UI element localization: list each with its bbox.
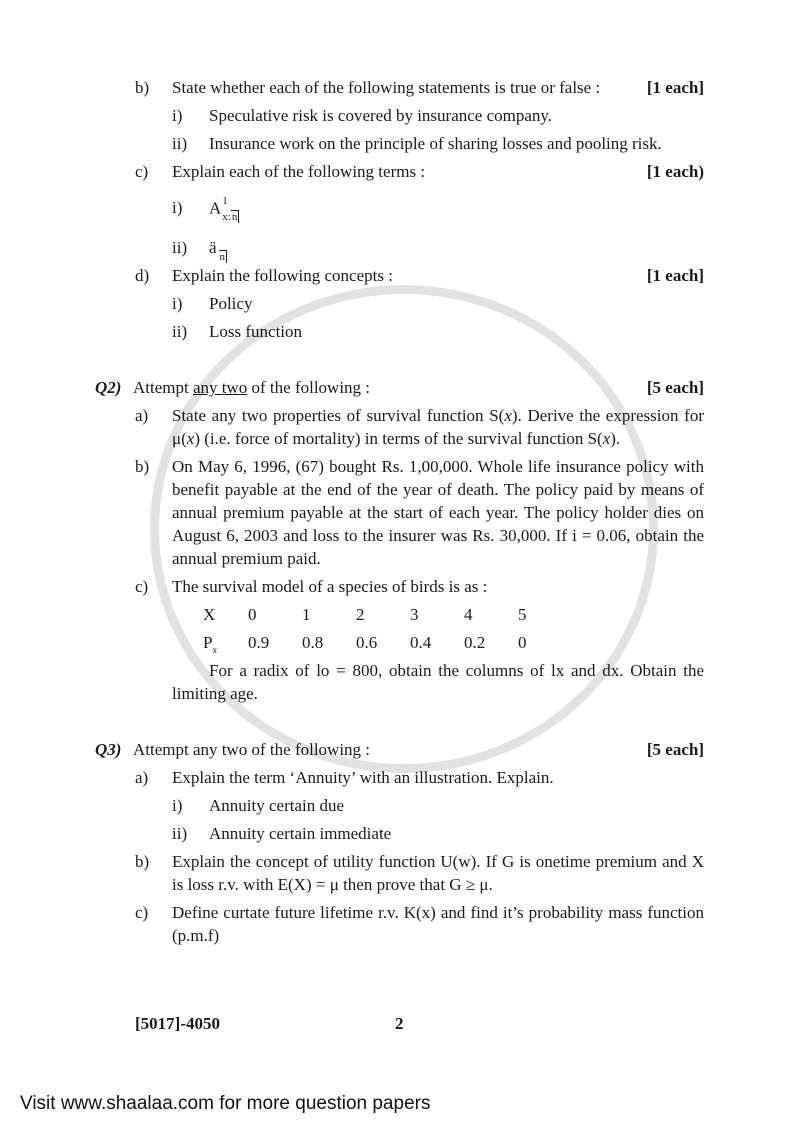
q1d-marks: [1 each] [646,266,704,285]
q2a-row [95,404,704,450]
q3c-row [95,901,704,947]
q1d-ii-text: Loss function [209,322,303,341]
q1d-row [95,264,704,287]
q1c-text: Explain each of the following terms : [172,162,426,181]
q3-row [95,738,704,761]
paper-code: [5017]-4050 [135,1014,220,1033]
q2c-row [95,575,704,598]
q3b-label: b) [135,852,150,871]
q3a-i-num: i) [172,796,183,815]
q3a-i-text: Annuity certain due [209,796,345,815]
q1d-i-num: i) [172,294,183,313]
question-paper-page [95,76,704,952]
q2c-after-row [95,659,704,705]
q1d-ii-row [95,320,704,343]
q2a-text: State any two properties of survival function S(x). Derive the expression for μ(x) (i.e. force of mortality) in terms of the survival function S(x). [172,406,704,448]
q1b-i-row [95,104,704,127]
q1b-text: State whether each of the following statements is true or false : [172,78,601,97]
q3a-ii-text: Annuity certain immediate [209,824,392,843]
table-cell: 0.9 [248,633,270,652]
q1c-ii-row [95,236,704,263]
q2-label: Q2) [95,378,122,397]
q1d-i-text: Policy [209,294,253,313]
q1c-row [95,160,704,183]
q1c-ii-symbol: ä $_n$ [209,238,226,263]
q1b-i-num: i) [172,106,183,125]
q2-row [95,376,704,399]
q3a-text: Explain the term ‘Annuity’ with an illustration. Explain. [172,768,554,787]
q1b-label: b) [135,78,150,97]
q3c-label: c) [135,903,149,922]
q2-marks: [5 each] [646,378,704,397]
q1d-i-row [95,292,704,315]
q3-label: Q3) [95,740,122,759]
q3-marks: [5 each] [646,740,704,759]
table-row-x [203,603,704,626]
table-cell: 3 [410,605,419,624]
q1c-ii-num: ii) [172,238,188,257]
q2b-text: On May 6, 1996, (67) bought Rs. 1,00,000. Whole life insurance policy with benefit payable at the end of the year of death. The policy paid by means of annual premium payable at the start of each year. The policy holder dies on August 6, 2003 and loss to the insurer was Rs. 30,000. If i = 0.06, obtain the annual premium paid. [172,457,704,568]
q1d-label: d) [135,266,150,285]
q1c-i-row [95,196,704,223]
q2b-row [95,455,704,570]
page-number: 2 [395,1014,404,1033]
q3a-label: a) [135,768,149,787]
table-cell: 0.2 [464,633,486,652]
q3a-i-row [95,794,704,817]
q3c-text: Define curtate future lifetime r.v. K(x) and find it’s probability mass function (p.m.f) [172,903,704,945]
table-row-px [203,631,704,654]
q2b-label: b) [135,457,150,476]
survival-table [95,603,704,654]
q2c-after-text: For a radix of lo = 800, obtain the columns of lx and dx. Obtain the limiting age. [172,661,704,703]
q3a-ii-row [95,822,704,845]
q2-instruction: Attempt any two of the following : [133,378,371,397]
table-cell: 0 [518,633,527,652]
q1b-row [95,76,704,99]
table-cell: 2 [356,605,365,624]
q1b-ii-num: ii) [172,134,188,153]
q3b-row [95,850,704,896]
table-cell: 0 [248,605,257,624]
q1b-marks: [1 each] [646,78,704,97]
table-cell: 0.8 [302,633,324,652]
q1c-label: c) [135,162,149,181]
q1c-marks: [1 each) [646,162,704,181]
table-cell: 0.4 [410,633,432,652]
q2a-label: a) [135,406,149,425]
q2c-label: c) [135,577,149,596]
q1b-i-text: Speculative risk is covered by insurance company. [209,106,553,125]
q3-instruction: Attempt any two of the following : [133,740,371,759]
table-cell: 1 [302,605,311,624]
q1b-ii-text: Insurance work on the principle of sharing losses and pooling risk. [209,134,662,153]
q3a-ii-num: ii) [172,824,188,843]
q1c-i-symbol: A 1 x:n [209,195,238,223]
site-banner-link[interactable]: Visit www.shaalaa.com for more question papers [20,1093,431,1114]
table-head-x: X [203,605,216,624]
q1d-text: Explain the following concepts : [172,266,393,285]
q1c-i-num: i) [172,198,183,217]
table-head-px: $P_x$ [203,633,217,655]
table-cell: 0.6 [356,633,378,652]
q2c-text: The survival model of a species of birds is as : [172,577,488,596]
q3a-row [95,766,704,789]
q1d-ii-num: ii) [172,322,188,341]
table-cell: 4 [464,605,473,624]
q3b-text: Explain the concept of utility function U(w). If G is onetime premium and X is loss r.v. with E(X) = μ then prove that G ≥ μ. [172,852,704,894]
table-cell: 5 [518,605,527,624]
q1b-ii-row [95,132,704,155]
